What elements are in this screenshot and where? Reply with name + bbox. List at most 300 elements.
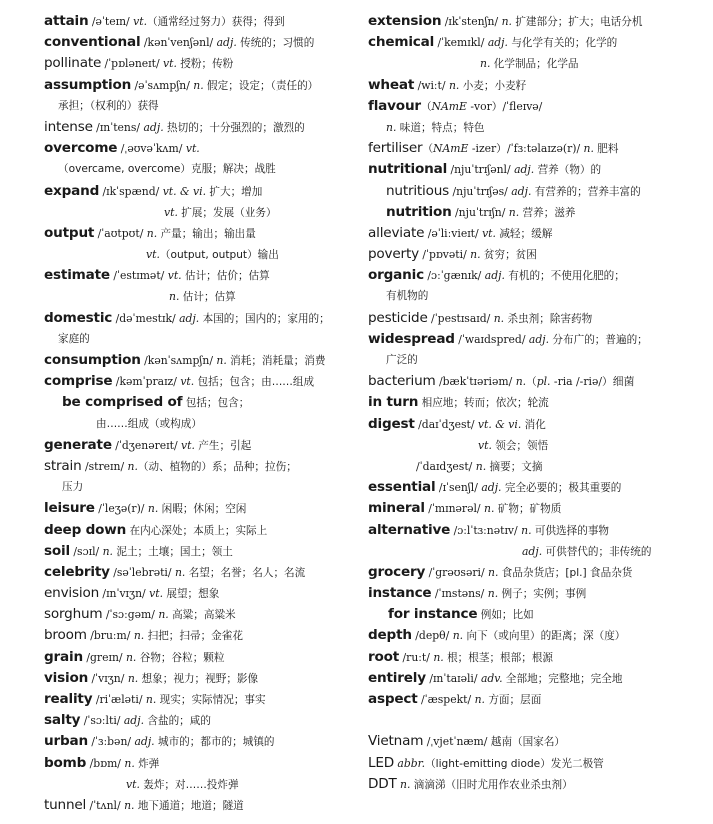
definition: 轰炸；对……投炸弹	[139, 778, 239, 791]
entry-line	[44, 753, 362, 774]
definition: 含盐的；咸的	[144, 715, 211, 728]
phonetic: /njuˈtrɪʃəs/	[449, 184, 512, 198]
definition: 化学制品；化学品	[490, 58, 579, 71]
part-of-speech: n.	[124, 756, 135, 770]
entry-line	[44, 117, 362, 138]
phonetic: /njuˈtrɪʃənl/	[447, 163, 515, 177]
headword: strain	[44, 457, 82, 474]
definition: 家庭的	[58, 332, 90, 345]
definition: 名望；名誉；名人；名流	[185, 566, 306, 579]
entry-line	[44, 392, 362, 413]
phonetic: /riˈæləti/	[92, 693, 146, 706]
part-of-speech: adj.	[123, 714, 145, 728]
part-of-speech: n.	[147, 502, 159, 516]
entry-line	[368, 753, 708, 774]
definition: 扩大；增加	[206, 185, 263, 198]
phonetic: /ˈsɔːlti/	[80, 714, 124, 728]
headword: output	[44, 224, 95, 241]
right-column	[368, 11, 708, 795]
entry-line	[44, 435, 362, 456]
part-of-speech: adj.	[522, 544, 543, 558]
definition: 谷物；谷粒；颗粒	[136, 651, 225, 664]
phonetic: /ˈkemɪkl/	[434, 36, 488, 50]
phonetic: /ɔːˈgænɪk/	[423, 269, 485, 283]
part-of-speech: vt.	[146, 248, 160, 262]
headword: bomb	[44, 754, 87, 771]
phonetic: /ˈleʒə(r)/	[94, 502, 148, 516]
phonetic: /bɒm/	[86, 756, 125, 770]
headword: nutritional	[368, 161, 448, 178]
phonetic: -vor）/ˈfleɪvə/	[466, 99, 543, 113]
definition: 营养；滋养	[519, 206, 576, 219]
phonetic: /kənˈvenʃənl/	[140, 36, 217, 50]
part-of-speech: n.	[583, 142, 594, 156]
headword: nutrition	[386, 203, 452, 220]
definition: 方面；层面	[484, 694, 542, 706]
definition: 展望；想象	[163, 588, 220, 601]
phonetic: /ˈestɪmət/	[109, 269, 168, 283]
definition: 营养（物）的	[534, 164, 602, 177]
entry-line	[44, 498, 362, 519]
part-of-speech: adj.	[484, 269, 505, 283]
part-of-speech: n.	[487, 587, 499, 601]
definition: 传统的；习惯的	[236, 37, 315, 50]
entry-line	[44, 520, 362, 541]
phonetic: /ɪkˈstenʃn/	[441, 15, 502, 28]
definition: 可供选择的事物	[531, 524, 610, 537]
entry-line	[44, 583, 362, 604]
entry-line	[44, 11, 362, 32]
part-of-speech: n.	[493, 311, 505, 325]
definition: 承担；（权利的）获得	[58, 99, 159, 112]
definition: 泥土；土壤；国土；领土	[112, 545, 233, 558]
definition: 向下（或向里）的距离；深（度）	[463, 630, 626, 643]
entry-line	[44, 541, 362, 562]
entry-line	[44, 159, 362, 180]
headword: entirely	[368, 669, 426, 686]
headword: LED	[368, 754, 395, 771]
part-of-speech: n.	[193, 78, 204, 92]
part-of-speech: n.	[158, 608, 169, 622]
definition: 减轻；缓解	[495, 227, 553, 240]
headword: sorghum	[44, 606, 103, 623]
entry-line	[368, 117, 708, 138]
headword: digest	[368, 415, 415, 432]
headword: for instance	[388, 606, 478, 623]
definition: 消化	[521, 418, 546, 431]
phonetic: /ɪnˈtaɪəli/	[425, 671, 481, 685]
definition: 矿物；矿物质	[494, 503, 562, 516]
entry-line	[44, 181, 362, 202]
part-of-speech: adj.	[528, 332, 550, 346]
entry-line	[44, 562, 362, 583]
phonetic: /ˌəʊvəˈkʌm/	[117, 142, 186, 156]
entry-line	[368, 308, 708, 329]
phonetic: /ˈæspekt/	[417, 693, 475, 706]
definition: 想象；视力；视野；影像	[138, 672, 259, 685]
headword: grocery	[368, 563, 426, 580]
definition: 扩展；发展（业务）	[177, 206, 277, 219]
part-of-speech: vt.	[482, 226, 496, 240]
headword: widespread	[368, 330, 455, 347]
phonetic: /ˈwaɪdspred/	[454, 332, 529, 346]
entry-line	[44, 774, 362, 795]
entry-line	[368, 477, 708, 498]
part-of-speech: abbr.	[397, 756, 426, 770]
part-of-speech: n.	[146, 226, 158, 240]
entry-line	[44, 75, 362, 96]
phonetic: /ɪˈsenʃl/	[435, 481, 482, 495]
definition: 贫穷；贫困	[480, 249, 537, 262]
headword: reality	[44, 691, 93, 707]
headword: vision	[44, 669, 89, 686]
definition: 估计；估价；估算	[181, 270, 270, 283]
part-of-speech: vt.	[133, 15, 147, 28]
entry-line	[368, 75, 708, 96]
entry-line	[44, 456, 362, 477]
part-of-speech: n.	[216, 354, 227, 367]
definition: 有机物的	[386, 290, 429, 303]
entry-line	[44, 329, 362, 350]
definition: 产生；引起	[194, 439, 252, 452]
definition: （	[420, 100, 432, 113]
phonetic: /greɪn/	[82, 650, 126, 664]
phonetic: -izer）/ˈfɜːtəlaɪzə(r)/	[468, 142, 584, 156]
headword: be comprised of	[62, 394, 183, 411]
part-of-speech: n.	[488, 565, 499, 579]
entry-line	[368, 498, 708, 519]
phonetic: /kənˈsʌmpʃn/	[140, 354, 217, 367]
headword: Vietnam	[368, 733, 424, 750]
definition: 摘要；文摘	[486, 460, 543, 473]
definition: 扩建部分；扩大；电话分机	[511, 16, 643, 28]
part-of-speech: n.	[480, 57, 491, 71]
part-of-speech: n.	[508, 205, 520, 219]
entry-line	[368, 265, 708, 286]
phonetic: /ˈsɔːgəm/	[102, 608, 159, 622]
phonetic: /ˈpɒvəti/	[418, 248, 471, 262]
definition: 例如；比如	[477, 609, 534, 622]
definition: 地下通道；地道；隧道	[134, 799, 244, 812]
phonetic: /ˈpestɪsaɪd/	[427, 311, 494, 325]
phonetic: /bækˈtɪəriəm/	[435, 375, 516, 389]
headword: tunnel	[44, 796, 87, 813]
phonetic: /ɪnˈtens/	[92, 120, 144, 134]
part-of-speech: n.	[515, 375, 527, 389]
definition: （动、植物的）系；品种；拉伤；	[137, 460, 297, 473]
part-of-speech: vt.	[167, 269, 182, 283]
definition: 有机的；不使用化肥的；	[504, 270, 625, 283]
phonetic: /wiːt/	[414, 78, 449, 92]
headword: grain	[44, 648, 83, 665]
entry-line	[368, 96, 708, 117]
part-of-speech: n.	[174, 565, 186, 579]
headword: bacterium	[368, 373, 436, 390]
definition: 扫把；扫帚；金雀花	[144, 630, 243, 643]
headword: in turn	[368, 394, 419, 411]
part-of-speech: vt.	[149, 587, 163, 601]
headword: soil	[44, 542, 70, 559]
headword: DDT	[368, 775, 397, 792]
definition: 领会；领悟	[491, 439, 549, 452]
phonetic: /ˈmɪnərəl/	[424, 502, 485, 516]
definition: 分布广的；普遍的；	[549, 333, 648, 346]
definition: 包括；包含；由……组成	[194, 376, 315, 389]
part-of-speech: adj.	[134, 735, 155, 749]
part-of-speech: n.	[448, 78, 460, 92]
part-of-speech: adj.	[481, 481, 502, 495]
definition: 全部地；完整地；完全地	[502, 672, 623, 685]
entry-line	[368, 541, 708, 562]
definition: 滴滴涕（旧时尤用作农业杀虫剂）	[410, 778, 573, 791]
part-of-speech: vt.	[478, 438, 492, 452]
definition: 有营养的；营养丰富的	[531, 185, 641, 198]
entry-line	[44, 710, 362, 731]
entry-line	[44, 96, 362, 117]
entry-line	[368, 689, 708, 710]
definition: 杀虫剂；除害药物	[504, 312, 593, 325]
headword: extension	[368, 13, 442, 29]
definition: 本国的；国内的；家用的；	[199, 312, 330, 325]
part-of-speech: n.	[475, 459, 487, 473]
entry-line	[44, 414, 362, 435]
definition: 授粉；传粉	[176, 58, 234, 71]
headword: estimate	[44, 267, 110, 284]
definition: 越南（国家名）	[490, 736, 566, 749]
entry-line	[368, 11, 708, 32]
part-of-speech: adj.	[216, 36, 237, 50]
entry-line	[368, 562, 708, 583]
entry-line	[368, 350, 708, 371]
entry-line	[44, 53, 362, 74]
part-of-speech: adj.	[487, 36, 508, 50]
part-of-speech: NAmE	[433, 142, 469, 156]
part-of-speech: vt.	[164, 205, 178, 219]
headword: mineral	[368, 500, 425, 517]
part-of-speech: vt.	[181, 438, 195, 452]
entry-line	[44, 731, 362, 752]
part-of-speech: n.	[124, 798, 135, 812]
entry-line	[44, 308, 362, 329]
headword: celebrity	[44, 563, 110, 580]
headword: pollinate	[44, 55, 102, 72]
entry-line	[368, 371, 708, 392]
headword: depth	[368, 627, 412, 644]
entry-line	[44, 138, 362, 159]
entry-line	[44, 265, 362, 286]
headword: instance	[368, 585, 432, 602]
part-of-speech: n.	[452, 629, 464, 643]
entry-line	[368, 520, 708, 541]
phonetic: /ɪkˈspænd/	[99, 184, 163, 198]
definition: 由……组成（或构成）	[96, 417, 202, 430]
entry-line	[44, 202, 362, 223]
headword: conventional	[44, 34, 141, 51]
part-of-speech: n.	[127, 671, 139, 685]
phonetic: /ˈɜːbən/	[87, 735, 135, 749]
phonetic: /ˈdaɪdʒest/	[416, 459, 476, 473]
phonetic: /sɔɪl/	[69, 544, 103, 558]
entry-line	[368, 625, 708, 646]
headword: leisure	[44, 500, 95, 517]
headword: poverty	[368, 246, 419, 263]
definition: 炸弹	[134, 757, 160, 770]
phonetic: /ˈvɪʒn/	[88, 671, 128, 685]
phonetic: /səˈlebrəti/	[109, 565, 175, 579]
phonetic: /əˈliːvieɪt/	[424, 226, 483, 240]
entry-line	[368, 435, 708, 456]
phonetic: /daɪˈdʒest/	[414, 417, 478, 431]
entry-line	[44, 350, 362, 371]
part-of-speech: n.	[484, 502, 495, 516]
phonetic: /ˈaʊtpʊt/	[94, 226, 147, 240]
part-of-speech: vt.	[163, 57, 177, 71]
definition: 小麦；小麦籽	[459, 79, 527, 92]
definition: （通常经过努力）获得；得到	[147, 16, 285, 28]
definition: （	[422, 143, 434, 156]
headword: broom	[44, 627, 87, 644]
phonetic: /bruːm/	[86, 629, 134, 643]
entry-line	[44, 668, 362, 689]
entry-line	[368, 414, 708, 435]
part-of-speech: adv.	[480, 671, 503, 685]
phonetic: -ria /-riə/）细菌	[550, 375, 635, 389]
headword: salty	[44, 712, 81, 729]
headword: organic	[368, 267, 424, 284]
headword: alternative	[368, 521, 451, 538]
definition: （output, output）输出	[159, 249, 279, 262]
entry-line	[44, 32, 362, 53]
entry-line	[44, 689, 362, 710]
headword: root	[368, 648, 400, 665]
part-of-speech: n.	[501, 15, 512, 28]
entry-line	[368, 32, 708, 53]
headword: chemical	[368, 34, 435, 51]
phonetic: /ɔːlˈtɜːnətɪv/	[450, 523, 522, 537]
blank-line	[368, 710, 708, 731]
entry-line	[368, 53, 708, 74]
part-of-speech: NAmE	[431, 99, 467, 113]
definition: 例子；实例；事例	[498, 588, 587, 601]
headword: flavour	[368, 97, 421, 114]
definition: 现实；实际情况；事实	[156, 694, 266, 706]
headword: nutritious	[386, 182, 450, 199]
headword: wheat	[368, 76, 415, 93]
left-column	[44, 11, 362, 816]
headword: expand	[44, 182, 100, 199]
definition: 热切的；十分强烈的；激烈的	[163, 121, 305, 134]
definition: 相应地；转而；依次；轮流	[418, 397, 549, 410]
headword: alleviate	[368, 224, 425, 241]
phonetic: /ruːt/	[399, 650, 434, 664]
phonetic: /njuˈtrɪʃn/	[451, 205, 509, 219]
definition: 食品杂货店；[pl.] 食品杂货	[498, 566, 633, 579]
definition: 根；根茎；根部；根源	[443, 651, 554, 664]
headword: envision	[44, 585, 99, 602]
definition: 广泛的	[386, 354, 418, 366]
definition: （light-emitting diode）发光二极管	[425, 757, 604, 770]
phonetic: /streɪn/	[81, 459, 128, 473]
entry-line	[368, 138, 708, 159]
definition: 城市的；都市的；城镇的	[154, 736, 275, 749]
entry-line	[368, 647, 708, 668]
phonetic: /ɪnˈvɪʒn/	[99, 587, 150, 601]
definition: 味道；特点；特色	[396, 121, 485, 134]
phonetic: /ˈpɒləneɪt/	[101, 57, 164, 71]
entry-line	[44, 286, 362, 307]
definition: 在内心深处；本质上；实际上	[126, 524, 268, 537]
headword: essential	[368, 479, 436, 496]
headword: overcome	[44, 140, 118, 157]
entry-line	[44, 477, 362, 498]
definition: 与化学有关的；化学的	[507, 37, 618, 50]
definition: 假定；设定；（责任的）	[203, 79, 319, 92]
phonetic: /əˈteɪn/	[88, 15, 134, 28]
entry-line	[368, 202, 708, 223]
definition: 闲暇；休闲；空闲	[158, 503, 247, 516]
entry-line	[368, 181, 708, 202]
entry-line	[368, 159, 708, 180]
part-of-speech: n.	[102, 544, 113, 558]
entry-line	[368, 223, 708, 244]
part-of-speech: n.	[521, 523, 532, 537]
phonetic: /dəˈmestɪk/	[112, 311, 180, 325]
entry-line	[368, 604, 708, 625]
part-of-speech: n.	[474, 693, 485, 706]
headword: urban	[44, 733, 88, 750]
part-of-speech: vt.	[180, 375, 195, 389]
definition: 包括；包含；	[182, 397, 250, 410]
headword: consumption	[44, 352, 141, 368]
part-of-speech: n.	[145, 693, 157, 706]
part-of-speech: n.	[133, 629, 145, 643]
headword: attain	[44, 13, 89, 29]
entry-line	[368, 583, 708, 604]
definition: 估计；估算	[179, 291, 236, 304]
entry-line	[44, 795, 362, 816]
phonetic: /ˌvjetˈnæm/	[423, 735, 491, 749]
part-of-speech: n.	[433, 650, 444, 664]
part-of-speech: adj.	[143, 120, 164, 134]
phonetic: /ˈgrəʊsəri/	[425, 565, 489, 579]
entry-line	[44, 223, 362, 244]
headword: intense	[44, 118, 93, 135]
phonetic: /kəmˈpraɪz/	[112, 375, 181, 389]
part-of-speech: n.	[169, 290, 180, 304]
part-of-speech: n.	[125, 650, 137, 664]
entry-line	[368, 456, 708, 477]
part-of-speech: adj.	[514, 163, 535, 177]
headword: aspect	[368, 691, 418, 707]
entry-line	[44, 625, 362, 646]
entry-line	[368, 244, 708, 265]
definition: 可供替代的；非传统的	[542, 545, 652, 558]
headword: pesticide	[368, 309, 428, 326]
part-of-speech: vt.	[185, 142, 200, 156]
phonetic: /ˈtʌnl/	[86, 798, 125, 812]
phonetic: /ˈɪnstəns/	[431, 587, 488, 601]
headword: generate	[44, 436, 112, 453]
entry-line	[44, 244, 362, 265]
part-of-speech: n.	[400, 777, 411, 791]
part-of-speech: adj.	[179, 311, 200, 325]
entry-line	[368, 392, 708, 413]
entry-line	[368, 286, 708, 307]
part-of-speech: vt.	[126, 777, 140, 791]
headword: assumption	[44, 76, 132, 93]
entry-line	[368, 774, 708, 795]
entry-line	[368, 329, 708, 350]
